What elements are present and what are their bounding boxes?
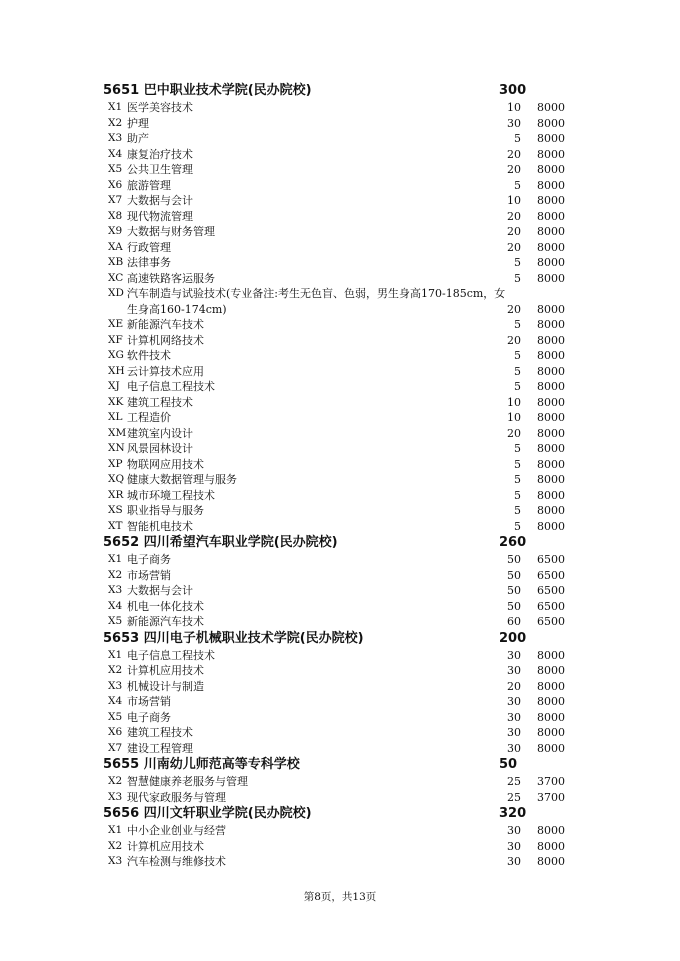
major-name: 智慧健康养老服务与管理 xyxy=(127,775,248,788)
major-fee: 8000 xyxy=(537,426,565,440)
major-quota: 5 xyxy=(514,271,521,285)
major-quota: 20 xyxy=(507,240,521,254)
major-fee: 8000 xyxy=(537,225,565,238)
school-header xyxy=(103,756,583,774)
major-code: XQ xyxy=(108,473,125,485)
major-code: XM xyxy=(108,426,127,439)
major-quota: 5 xyxy=(514,380,521,393)
major-fee: 8000 xyxy=(537,302,565,316)
major-quota: 30 xyxy=(507,116,521,130)
major-quota: 30 xyxy=(507,695,521,708)
major-quota: 20 xyxy=(507,333,521,347)
major-code: X2 xyxy=(108,664,123,676)
major-fee: 8000 xyxy=(537,101,565,114)
major-quota: 50 xyxy=(507,553,521,566)
major-fee: 6500 xyxy=(537,584,565,597)
major-quota: 5 xyxy=(514,364,521,378)
major-fee: 6500 xyxy=(537,568,565,582)
major-quota: 5 xyxy=(514,318,521,331)
major-row xyxy=(103,116,583,132)
major-quota: 30 xyxy=(507,648,521,662)
major-row xyxy=(103,599,583,615)
major-fee: 8000 xyxy=(537,457,565,471)
major-row xyxy=(103,224,583,240)
major-quota: 10 xyxy=(507,194,521,207)
major-code: X5 xyxy=(108,615,123,627)
major-code: X3 xyxy=(108,132,123,144)
major-quota: 30 xyxy=(507,855,521,868)
major-name: 行政管理 xyxy=(127,240,171,254)
major-name: 市场营销 xyxy=(127,568,171,582)
major-quota: 10 xyxy=(507,101,521,114)
major-code: XN xyxy=(108,442,125,454)
major-quota: 5 xyxy=(514,178,521,192)
major-row xyxy=(103,333,583,349)
major-row xyxy=(103,178,583,194)
major-code: X3 xyxy=(108,855,123,867)
major-fee: 8000 xyxy=(537,824,565,837)
major-row xyxy=(103,162,583,178)
major-fee: 8000 xyxy=(537,364,565,378)
school-header xyxy=(103,805,583,823)
major-code: X5 xyxy=(108,710,123,723)
major-row xyxy=(103,679,583,695)
major-quota: 25 xyxy=(507,790,521,804)
major-code: X1 xyxy=(108,553,123,565)
major-fee: 6500 xyxy=(537,599,565,613)
major-quota: 20 xyxy=(507,209,521,223)
major-fee: 8000 xyxy=(537,726,565,739)
major-fee: 3700 xyxy=(537,775,565,788)
major-row xyxy=(103,741,583,757)
major-quota: 20 xyxy=(507,302,521,316)
major-fee: 8000 xyxy=(537,488,565,502)
major-row xyxy=(103,379,583,395)
major-name: 汽车检测与维修技术 xyxy=(127,855,226,868)
major-code: X3 xyxy=(108,584,123,596)
major-quota: 5 xyxy=(514,442,521,455)
major-name: 计算机网络技术 xyxy=(127,333,204,347)
major-code: X5 xyxy=(108,163,123,175)
enrollment-table xyxy=(103,82,583,870)
major-code: X4 xyxy=(108,695,123,707)
major-name: 工程造价 xyxy=(127,411,171,424)
school-quota: 260 xyxy=(499,535,527,550)
major-row xyxy=(103,100,583,116)
school-header xyxy=(103,82,583,100)
major-fee: 8000 xyxy=(537,504,565,517)
major-code: X6 xyxy=(108,178,123,191)
major-name: 计算机应用技术 xyxy=(127,839,204,853)
major-name: 软件技术 xyxy=(127,349,171,362)
major-fee: 8000 xyxy=(537,178,565,192)
major-row xyxy=(103,240,583,256)
major-fee: 8000 xyxy=(537,271,565,285)
major-fee: 8000 xyxy=(537,349,565,362)
major-name: 机电一体化技术 xyxy=(127,599,204,613)
major-fee: 8000 xyxy=(537,116,565,130)
major-row xyxy=(103,488,583,504)
major-code: XD xyxy=(108,287,124,299)
major-code: X2 xyxy=(108,116,123,129)
major-name: 医学美容技术 xyxy=(127,101,193,114)
major-row xyxy=(103,648,583,664)
major-quota: 5 xyxy=(514,519,521,533)
major-row xyxy=(103,839,583,855)
major-fee: 6500 xyxy=(537,615,565,628)
major-quota: 30 xyxy=(507,839,521,853)
major-fee: 8000 xyxy=(537,147,565,161)
major-name: 康复治疗技术 xyxy=(127,147,193,161)
school-quota: 200 xyxy=(499,630,527,646)
major-name: 电子商务 xyxy=(127,553,171,566)
major-fee: 8000 xyxy=(537,163,565,176)
major-quota: 30 xyxy=(507,710,521,724)
major-quota: 10 xyxy=(507,395,521,409)
major-code: XC xyxy=(108,271,124,284)
major-name: 现代家政服务与管理 xyxy=(127,790,226,804)
major-name: 物联网应用技术 xyxy=(127,457,204,471)
school-header xyxy=(103,534,583,552)
major-row xyxy=(103,774,583,790)
major-name: 现代物流管理 xyxy=(127,209,193,223)
major-quota: 5 xyxy=(514,473,521,486)
major-row xyxy=(103,457,583,473)
major-row xyxy=(103,255,583,271)
major-row xyxy=(103,614,583,630)
major-name: 健康大数据管理与服务 xyxy=(127,473,237,486)
major-name: 大数据与会计 xyxy=(127,584,193,597)
major-name: 建设工程管理 xyxy=(127,741,193,755)
major-fee: 8000 xyxy=(537,411,565,424)
major-row xyxy=(103,790,583,806)
major-quota: 30 xyxy=(507,664,521,677)
major-code: XG xyxy=(108,349,124,361)
major-code: XH xyxy=(108,364,125,377)
page-footer: 第8页，共13页 xyxy=(303,891,377,903)
major-name: 风景园林设计 xyxy=(127,442,193,455)
major-fee: 8000 xyxy=(537,395,565,409)
major-quota: 20 xyxy=(507,225,521,238)
major-name: 云计算技术应用 xyxy=(127,364,204,378)
major-fee: 8000 xyxy=(537,695,565,708)
major-row xyxy=(103,663,583,679)
major-code: XS xyxy=(108,504,123,516)
major-code: X4 xyxy=(108,599,123,612)
major-quota: 50 xyxy=(507,584,521,597)
major-row xyxy=(103,348,583,364)
major-code: XL xyxy=(108,411,123,423)
major-name: 计算机应用技术 xyxy=(127,664,204,677)
major-fee: 8000 xyxy=(537,240,565,254)
major-fee: 8000 xyxy=(537,664,565,677)
school-header xyxy=(103,630,583,648)
major-row xyxy=(103,710,583,726)
major-code: XR xyxy=(108,488,124,501)
major-row xyxy=(103,147,583,163)
major-name: 新能源汽车技术 xyxy=(127,318,204,331)
major-quota: 50 xyxy=(507,599,521,613)
major-name: 电子商务 xyxy=(127,710,171,724)
major-quota: 30 xyxy=(507,741,521,755)
major-fee: 6500 xyxy=(537,553,565,566)
major-code: XF xyxy=(108,333,123,346)
major-name: 建筑工程技术 xyxy=(127,395,193,409)
major-fee: 8000 xyxy=(537,333,565,347)
school-name: 5656 四川文轩职业学院(民办院校) xyxy=(103,806,312,821)
major-fee: 8000 xyxy=(537,132,565,145)
major-fee: 8000 xyxy=(537,473,565,486)
major-code: X7 xyxy=(108,741,123,754)
major-fee: 8000 xyxy=(537,741,565,755)
major-fee: 8000 xyxy=(537,519,565,533)
major-code: X3 xyxy=(108,790,123,803)
major-fee: 8000 xyxy=(537,318,565,331)
major-row xyxy=(103,583,583,599)
major-row xyxy=(103,410,583,426)
major-quota: 20 xyxy=(507,426,521,440)
major-quota: 50 xyxy=(507,568,521,582)
major-quota: 5 xyxy=(514,488,521,502)
major-code: X2 xyxy=(108,839,123,852)
major-code: X4 xyxy=(108,147,123,160)
major-code: X7 xyxy=(108,194,123,206)
major-name: 大数据与财务管理 xyxy=(127,225,215,238)
major-fee: 8000 xyxy=(537,209,565,223)
major-quota: 20 xyxy=(507,147,521,161)
major-code: XT xyxy=(108,519,123,532)
major-row xyxy=(103,286,583,317)
major-fee: 8000 xyxy=(537,839,565,853)
major-row xyxy=(103,552,583,568)
major-row xyxy=(103,568,583,584)
major-quota: 60 xyxy=(507,615,521,628)
major-name: 城市环境工程技术 xyxy=(127,488,215,502)
major-code: XK xyxy=(108,395,124,408)
school-quota: 320 xyxy=(499,806,527,821)
major-name: 助产 xyxy=(127,132,149,145)
major-code: X2 xyxy=(108,568,123,581)
major-name: 护理 xyxy=(127,116,149,130)
major-row xyxy=(103,131,583,147)
school-quota: 50 xyxy=(499,757,518,772)
major-quota: 5 xyxy=(514,504,521,517)
major-row xyxy=(103,694,583,710)
major-fee: 8000 xyxy=(537,380,565,393)
major-quota: 20 xyxy=(507,163,521,176)
major-row xyxy=(103,854,583,870)
major-quota: 30 xyxy=(507,726,521,739)
major-name: 智能机电技术 xyxy=(127,519,193,533)
major-row xyxy=(103,725,583,741)
major-quota: 5 xyxy=(514,457,521,471)
major-fee: 8000 xyxy=(537,648,565,662)
major-fee: 8000 xyxy=(537,855,565,868)
major-row xyxy=(103,823,583,839)
major-code: X1 xyxy=(108,101,123,113)
major-name: 公共卫生管理 xyxy=(127,163,193,176)
major-name: 法律事务 xyxy=(127,256,171,269)
major-code: XE xyxy=(108,318,124,330)
major-name: 市场营销 xyxy=(127,695,171,708)
major-quota: 5 xyxy=(514,256,521,269)
major-row xyxy=(103,472,583,488)
major-code: X1 xyxy=(108,824,123,836)
major-code: X2 xyxy=(108,775,123,787)
major-code: X9 xyxy=(108,225,123,237)
major-quota: 20 xyxy=(507,679,521,693)
major-row xyxy=(103,395,583,411)
major-code: X3 xyxy=(108,679,123,692)
major-row xyxy=(103,271,583,287)
school-name: 5653 四川电子机械职业技术学院(民办院校) xyxy=(103,630,364,646)
major-quota: 5 xyxy=(514,132,521,145)
major-name: 新能源汽车技术 xyxy=(127,615,204,628)
major-row xyxy=(103,426,583,442)
major-row xyxy=(103,317,583,333)
major-name: 旅游管理 xyxy=(127,178,171,192)
major-name: 电子信息工程技术 xyxy=(127,648,215,662)
major-quota: 30 xyxy=(507,824,521,837)
major-code: X8 xyxy=(108,209,123,222)
major-code: XP xyxy=(108,457,123,470)
major-name: 大数据与会计 xyxy=(127,194,193,207)
major-quota: 10 xyxy=(507,411,521,424)
major-code: XJ xyxy=(108,380,120,392)
major-name: 职业指导与服务 xyxy=(127,504,204,517)
major-fee: 8000 xyxy=(537,194,565,207)
major-name: 机械设计与制造 xyxy=(127,679,204,693)
major-row xyxy=(103,193,583,209)
school-quota: 300 xyxy=(499,83,527,98)
school-name: 5651 巴中职业技术学院(民办院校) xyxy=(103,83,312,98)
major-row xyxy=(103,503,583,519)
major-code: XB xyxy=(108,256,124,268)
major-code: XA xyxy=(108,240,123,253)
school-name: 5652 四川希望汽车职业学院(民办院校) xyxy=(103,535,338,550)
major-fee: 8000 xyxy=(537,710,565,724)
major-fee: 8000 xyxy=(537,679,565,693)
major-row xyxy=(103,519,583,535)
major-code: X6 xyxy=(108,726,123,738)
major-quota: 25 xyxy=(507,775,521,788)
major-quota: 5 xyxy=(514,349,521,362)
major-name: 汽车制造与试验技术(专业备注:考生无色盲、色弱，男生身高170-185cm，女生身高160-174cm) xyxy=(127,287,506,316)
major-name: 中小企业创业与经营 xyxy=(127,824,226,837)
major-name: 建筑室内设计 xyxy=(127,426,193,440)
major-fee: 8000 xyxy=(537,442,565,455)
major-fee: 8000 xyxy=(537,256,565,269)
school-name: 5655 川南幼儿师范高等专科学校 xyxy=(103,757,300,772)
major-row xyxy=(103,209,583,225)
major-fee: 3700 xyxy=(537,790,565,804)
major-row xyxy=(103,441,583,457)
major-name: 电子信息工程技术 xyxy=(127,380,215,393)
major-row xyxy=(103,364,583,380)
major-name: 高速铁路客运服务 xyxy=(127,271,215,285)
major-name: 建筑工程技术 xyxy=(127,726,193,739)
major-code: X1 xyxy=(108,648,123,661)
